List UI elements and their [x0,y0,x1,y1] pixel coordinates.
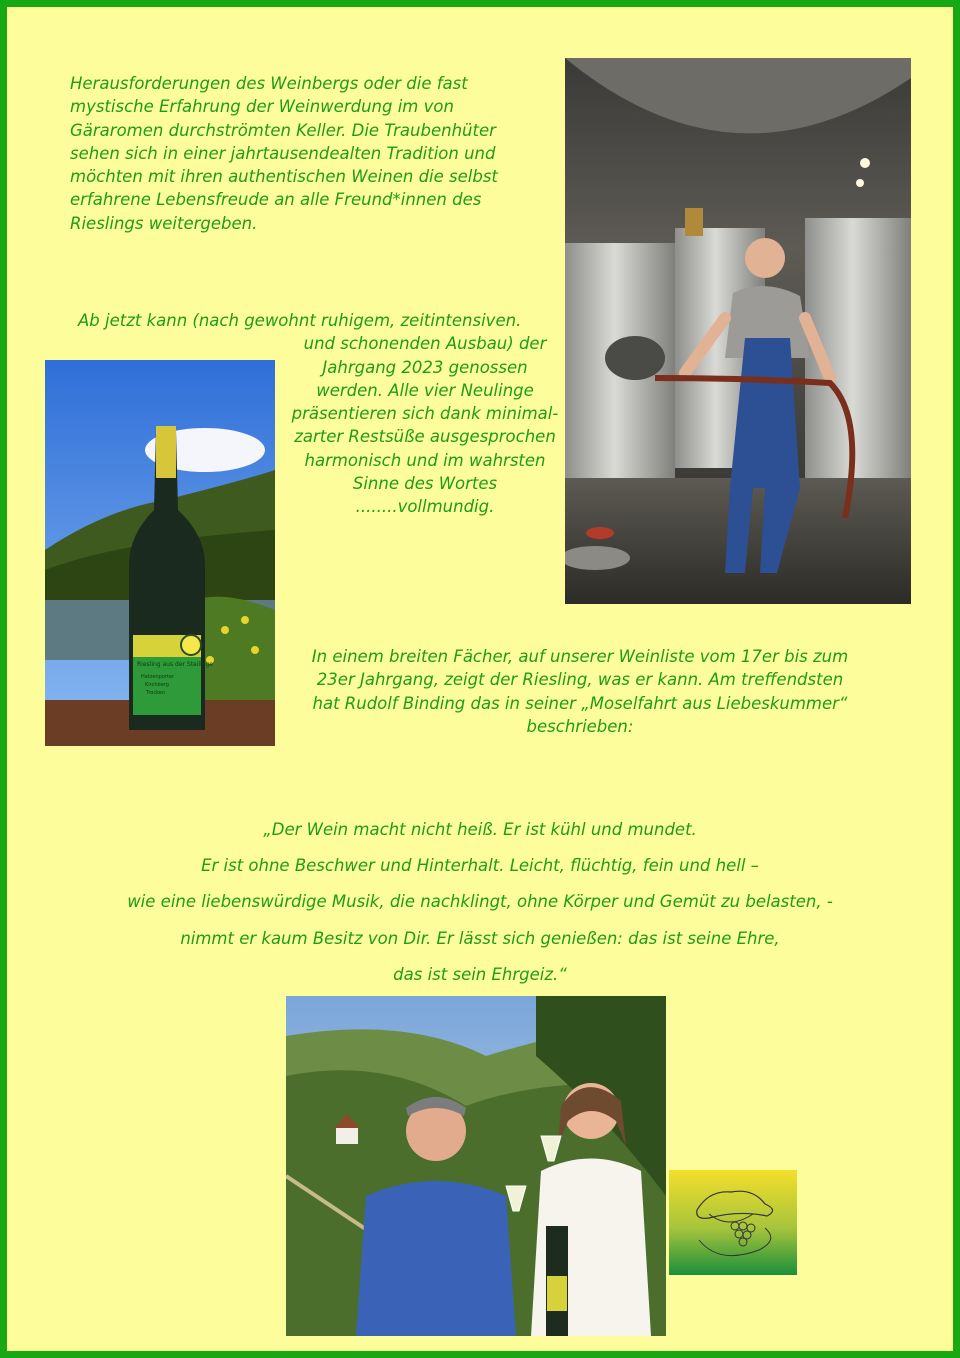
hat-grapes-logo [669,1170,797,1275]
range-paragraph [280,645,880,738]
binding-quote [60,812,900,993]
quote-line: nimmt er kaum Besitz von Dir. Er lässt sich genießen: das ist seine Ehre, [180,928,780,948]
couple-photo [286,996,666,1336]
cellar-photo [565,58,911,604]
intro-line: Gäraromen durchströmten Keller. Die Traubenhüter [70,120,496,140]
bottle-label-text: Kirchberg [145,682,169,688]
quote-line: das ist sein Ehrgeiz.“ [393,964,567,984]
bottle-label-text: Trocken [146,690,166,696]
intro-paragraph [70,72,550,235]
vintage-line: präsentieren sich dank minimal- [291,404,559,424]
intro-line: Rieslings weitergeben. [70,213,258,233]
intro-line: erfahrene Lebensfreude an alle Freund*innen des [70,190,482,210]
bottle-label-text: Riesling aus der Steillage [137,661,213,668]
vintage-line: und schonenden Ausbau) der [303,334,547,354]
vintage-line: harmonisch und im wahrsten [304,450,546,470]
vintage-line: Sinne des Wortes [352,474,498,494]
vintage-line: zarter Restsüße ausgesprochen [294,427,556,447]
intro-line: mystische Erfahrung der Weinwerdung im von [70,97,454,117]
quote-line: Er ist ohne Beschwer und Hinterhalt. Leicht, flüchtig, fein und hell – [201,856,759,876]
bottle-label-text: Hatzenporter [141,674,175,680]
intro-line: Herausforderungen des Weinbergs oder die fast [70,74,468,93]
range-line: 23er Jahrgang, zeigt der Riesling, was er kann. Am treffendsten [316,670,844,690]
range-line: beschrieben: [526,716,634,736]
vintage-line: werden. Alle vier Neulinge [316,380,534,400]
vintage-line: Ab jetzt kann (nach gewohnt ruhigem, zeitintensiven. [78,311,522,330]
quote-line: „Der Wein macht nicht heiß. Er ist kühl und mundet. [263,820,697,839]
vintage-line: Jahrgang 2023 genossen [322,357,528,377]
range-line: In einem breiten Fächer, auf unserer Weinliste vom 17er bis zum [311,647,849,666]
bottle-photo [45,360,275,746]
quote-line: wie eine liebenswürdige Musik, die nachklingt, ohne Körper und Gemüt zu belasten, - [127,892,833,912]
intro-line: sehen sich in einer jahrtausendealten Tradition und [70,143,496,163]
vintage-line: ........vollmundig. [355,497,495,517]
range-line: hat Rudolf Binding das in seiner „Moselfahrt aus Liebeskummer“ [312,693,848,713]
intro-line: möchten mit ihren authentischen Weinen die selbst [70,167,498,187]
